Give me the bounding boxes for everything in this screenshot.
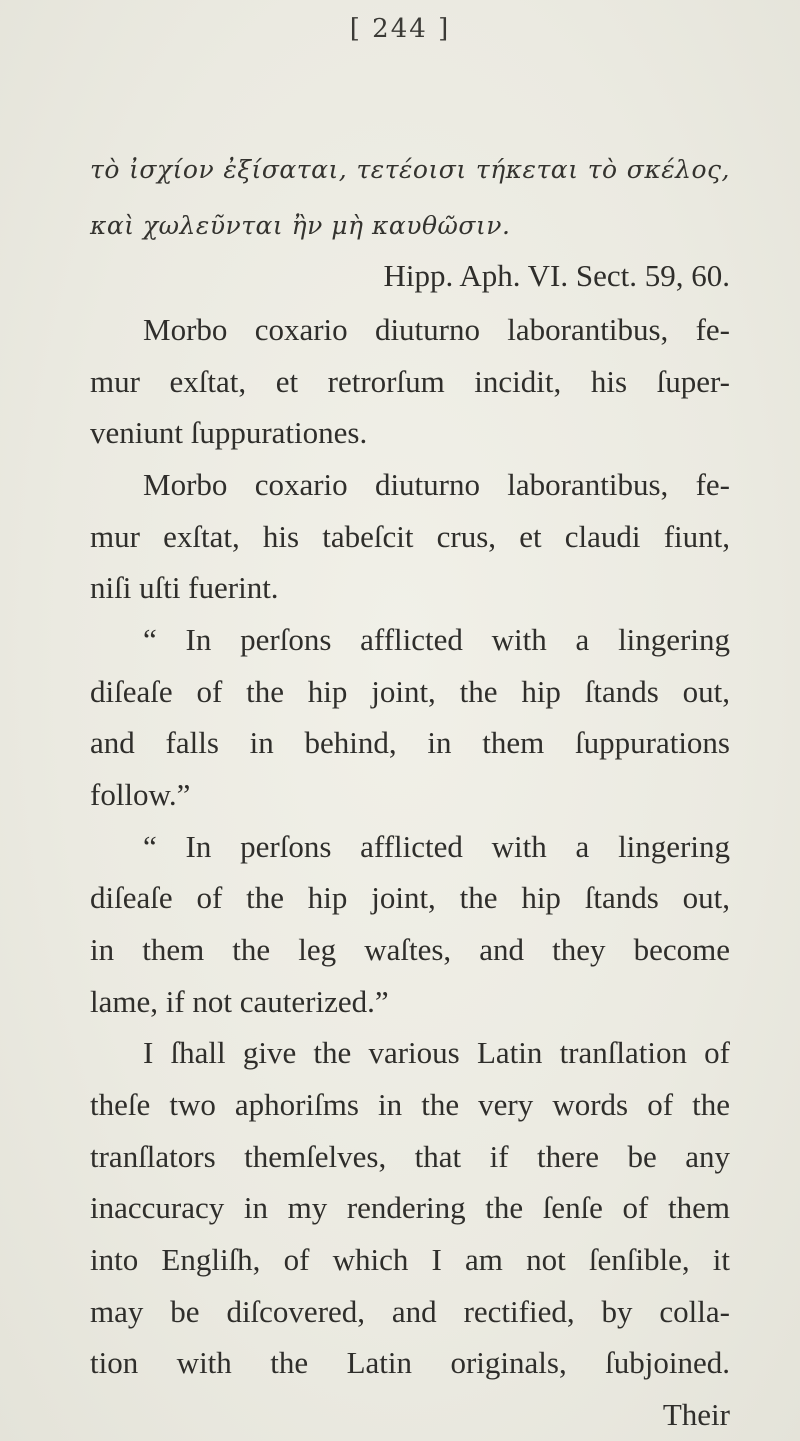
text-line: Morbo coxario diuturno laborantibus, fe- <box>143 467 730 502</box>
text-line: mur exſtat, et retrorſum incidit, his ſuper- <box>90 364 730 399</box>
text-line: mur exſtat, his tabeſcit crus, et claudi fiunt, <box>90 519 730 554</box>
greek-line-2: καὶ χωλεῦνται ἢν μὴ καυθῶσιν. <box>90 211 511 240</box>
text-line: tranſlators themſelves, that if there be any <box>90 1139 730 1174</box>
text-line: theſe two aphoriſms in the very words of the <box>90 1087 730 1122</box>
text-line: Morbo coxario diuturno laborantibus, fe- <box>143 312 730 347</box>
text-line: “ In perſons afflicted with a lingering <box>143 829 730 864</box>
text-line: and falls in behind, in them ſuppurations <box>90 725 730 760</box>
catchword: Their <box>662 1397 730 1432</box>
text-line: veniunt ſuppurationes. <box>90 415 368 450</box>
text-line: I ſhall give the various Latin tranſlation of <box>143 1035 730 1070</box>
text-line: in them the leg waſtes, and they become <box>90 932 730 967</box>
text-line: diſeaſe of the hip joint, the hip ſtands out, <box>90 880 730 915</box>
text-line: “ In perſons afflicted with a lingering <box>143 622 730 657</box>
text-line: diſeaſe of the hip joint, the hip ſtands out, <box>90 674 730 709</box>
text-line: tion with the Latin originals, ſubjoined. <box>90 1345 730 1380</box>
greek-line-1: τὸ ἰσχίον ἐξίσαται, τετέοισι τήκεται τὸ σκέλος, <box>90 155 730 184</box>
text-line: niſi uſti fuerint. <box>90 570 279 605</box>
text-line: inaccuracy in my rendering the ſenſe of them <box>90 1190 730 1225</box>
text-line: follow.” <box>90 777 191 812</box>
page-number: [ 244 ] <box>349 14 451 44</box>
text-line: may be diſcovered, and rectified, by colla- <box>90 1294 730 1329</box>
citation: Hipp. Aph. VI. Sect. 59, 60. <box>383 258 730 293</box>
text-line: lame, if not cauterized.” <box>90 984 389 1019</box>
text-line: into Engliſh, of which I am not ſenſible, it <box>90 1242 730 1277</box>
